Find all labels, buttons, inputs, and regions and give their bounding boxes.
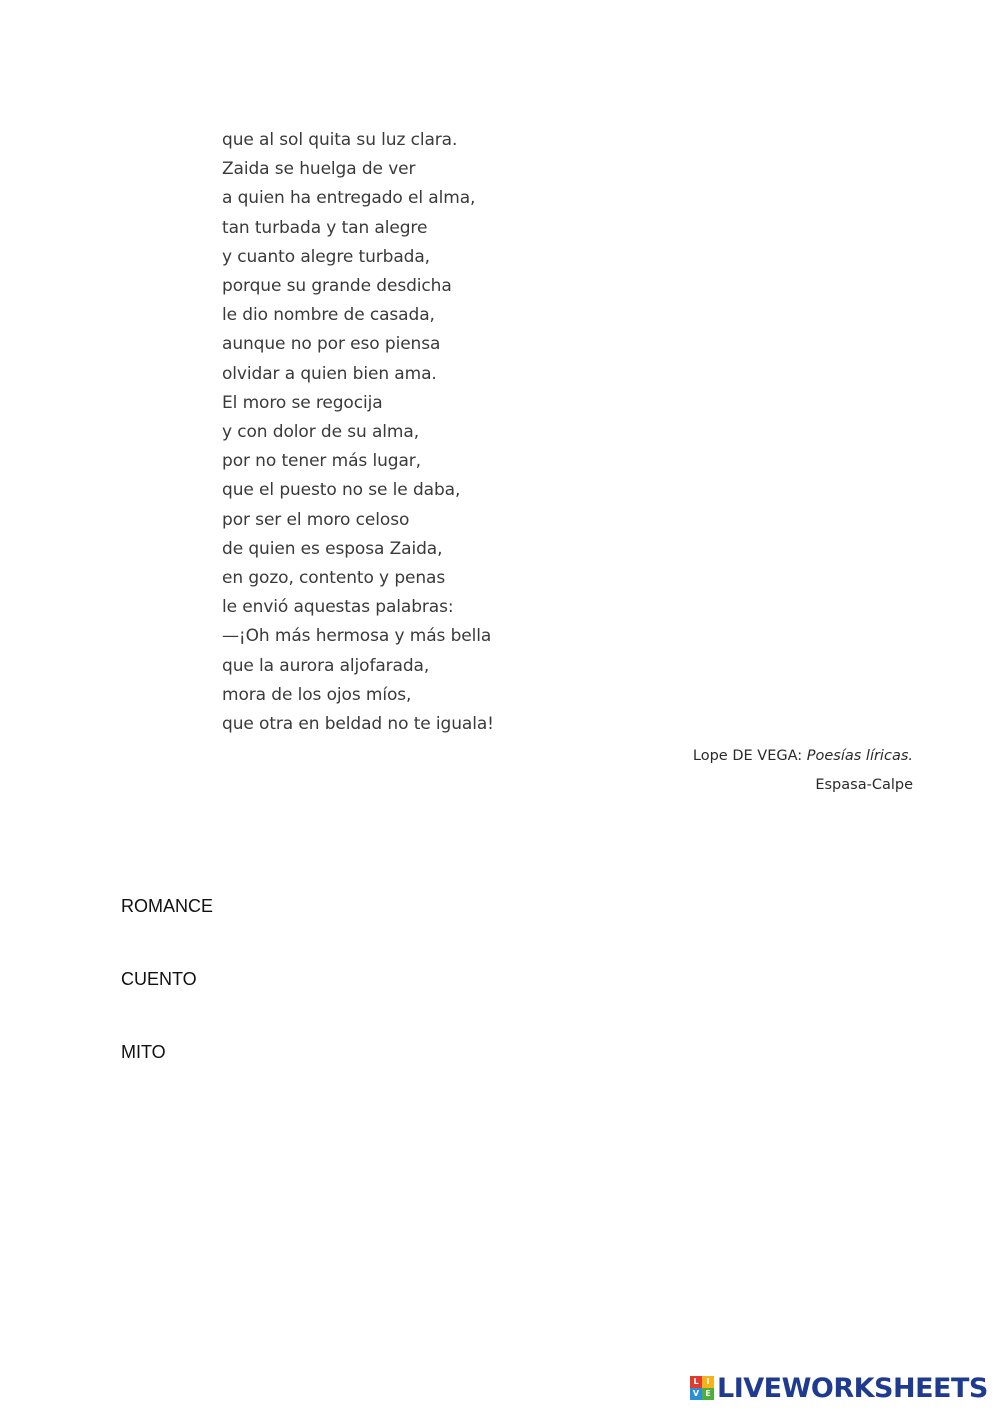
poem-line: que otra en beldad no te iguala! — [222, 714, 494, 735]
poem-line: que la aurora aljofarada, — [222, 655, 430, 676]
poem-line: que el puesto no se le daba, — [222, 480, 461, 501]
poem-line: y con dolor de su alma, — [222, 422, 420, 443]
option-romance[interactable]: ROMANCE — [121, 896, 214, 916]
poem-line: de quien es esposa Zaida, — [222, 538, 443, 559]
poem-line: El moro se regocija — [222, 392, 383, 413]
poem-line: —¡Oh más hermosa y más bella — [222, 626, 492, 647]
option-mito[interactable]: MITO — [121, 1042, 166, 1062]
poem-line: por no tener más lugar, — [222, 451, 421, 472]
poem-line: mora de los ojos míos, — [222, 684, 412, 705]
poem-line: a quien ha entregado el alma, — [222, 188, 476, 209]
poem-text — [222, 126, 494, 739]
logo-wordmark: LIVEWORKSHEETS — [717, 1372, 988, 1404]
liveworksheets-logo-icon: L I V E — [690, 1376, 714, 1400]
attribution-work: Poesías líricas. — [806, 748, 913, 764]
attribution-source — [693, 742, 913, 771]
poem-line: le envió aquestas palabras: — [222, 597, 454, 618]
poem-line: por ser el moro celoso — [222, 509, 410, 530]
poem-line: olvidar a quien bien ama. — [222, 363, 437, 384]
poem-line: Zaida se huelga de ver — [222, 159, 416, 180]
poem-line: aunque no por eso piensa — [222, 334, 441, 355]
poem-line: y cuanto alegre turbada, — [222, 246, 430, 267]
liveworksheets-logo — [690, 1372, 988, 1404]
poem-line: porque su grande desdicha — [222, 276, 452, 297]
option-cuento[interactable]: CUENTO — [121, 969, 197, 989]
attribution-author: Lope DE VEGA: — [692, 748, 803, 764]
poem-line: tan turbada y tan alegre — [222, 217, 428, 238]
poem-line: le dio nombre de casada, — [222, 305, 435, 326]
poem-line: en gozo, contento y penas — [222, 568, 446, 589]
attribution-publisher: Espasa-Calpe — [815, 777, 913, 793]
poem-line: que al sol quita su luz clara. — [222, 130, 458, 150]
poem-attribution — [693, 742, 913, 800]
